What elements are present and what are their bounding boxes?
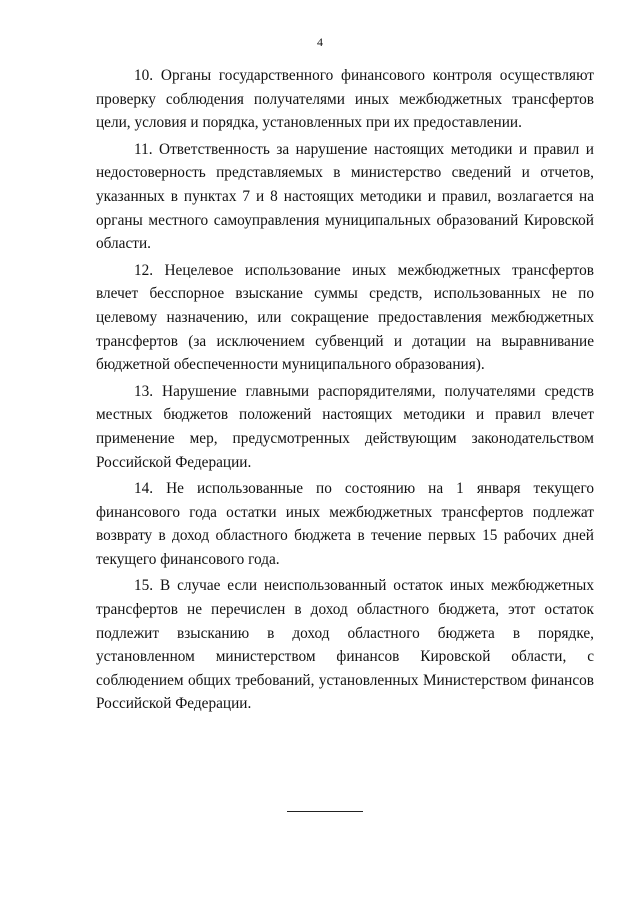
page-number: 4 — [317, 35, 323, 49]
paragraph-13: 13. Нарушение главными распорядителями, получателями средств местных бюджетов положений настоящих методики и правил влечет применение мер, предусмотренных действующим законодательством Российской Федерации. — [96, 382, 594, 471]
paragraph-15: 15. В случае если неиспользованный остаток иных межбюджетных трансфертов не перечислен в доход областного бюджета, этот остаток подлежит взысканию в доход областного бюджета в порядке, установленном министерством финансов Кировской области, с соблюдением общих требований, установленных Министерством финансов Российской Федерации. — [96, 577, 594, 713]
end-of-document-rule — [287, 811, 363, 812]
paragraph-14: 14. Не использованные по состоянию на 1 января текущего финансового года остатки иных межбюджетных трансфертов подлежат возврату в доход областного бюджета в течение первых 15 рабочих дней текущего финансового года. — [96, 480, 594, 568]
document-body — [96, 64, 594, 719]
paragraph-10: 10. Органы государственного финансового контроля осуществляют проверку соблюдения получателями иных межбюджетных трансфертов цели, условия и порядка, установленных при их предоставлении. — [96, 67, 594, 132]
paragraph-11: 11. Ответственность за нарушение настоящих методики и правил и недостоверность представляемых в министерство сведений и отчетов, указанных в пунктах 7 и 8 настоящих методики и правил, возлагается на органы местного самоуправления муниципальных образований Кировской области. — [96, 140, 594, 253]
paragraph-12: 12. Нецелевое использование иных межбюджетных трансфертов влечет бесспорное взыскание суммы средств, использованных не по целевому назначению, или сокращение предоставления межбюджетных трансфертов (за исключением субвенций и дотации на выравнивание бюджетной обеспеченности муниципального образования). — [96, 261, 594, 374]
